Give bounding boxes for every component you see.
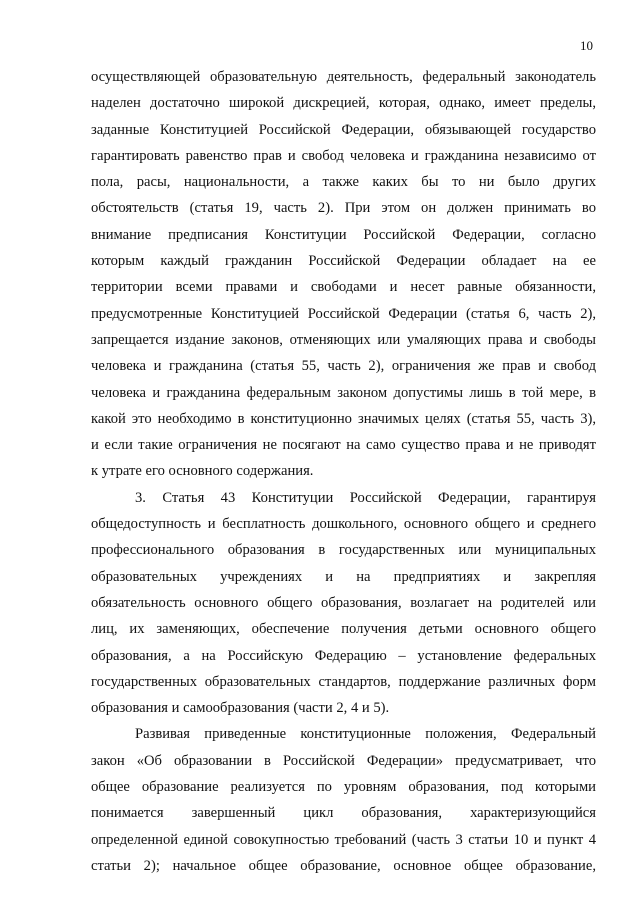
text-line: лиц, их заменяющих, обеспечение получения детьми основного общего [91,621,596,638]
text-line: общее образование реализуется по уровням образования, под которыми [91,779,596,796]
paragraph-3 [91,721,596,879]
text-line: обстоятельств (статья 19, часть 2). При этом он должен принимать во [91,200,596,217]
text-line: запрещается издание законов, отменяющих или умаляющих права и свободы [91,331,596,348]
text-line: образования, а на Российскую Федерацию – установление федеральных [91,647,596,664]
page-number: 10 [580,38,593,53]
text-line: определенной единой совокупностью требований (часть 3 статьи 10 и пункт 4 [91,831,596,848]
paragraph-1 [91,64,596,485]
text-line: государственных образовательных стандартов, поддержание различных форм [91,673,596,690]
text-line: статьи 2); начальное общее образование, основное общее образование, [91,857,596,874]
text-line: Развивая приведенные конституционные положения, Федеральный [135,726,596,743]
text-line: внимание предписания Конституции Российской Федерации, согласно [91,226,596,243]
text-line: и если такие ограничения не посягают на само существо права и не приводят [91,437,596,454]
text-line: 3. Статья 43 Конституции Российской Федерации, гарантируя [135,489,596,506]
text-line: обязательность основного общего образования, возлагает на родителей или [91,594,596,611]
text-line: какой это необходимо в конституционно значимых целях (статья 55, часть 3), [91,410,596,427]
text-line: человека и гражданина (статья 55, часть 2), ограничения же прав и свобод [91,358,596,375]
text-line: человека и гражданина федеральным законом допустимы лишь в той мере, в [91,384,596,401]
text-line: заданные Конституцией Российской Федерации, обязывающей государство [91,121,596,138]
text-line: профессионального образования в государственных или муниципальных [91,542,596,559]
text-line: образования и самообразования (части 2, 4 и 5). [91,700,390,717]
text-line: закон «Об образовании в Российской Федерации» предусматривает, что [91,752,596,769]
text-line: предусмотренные Конституцией Российской Федерации (статья 6, часть 2), [91,305,596,322]
document-body [91,64,596,879]
text-line: которым каждый гражданин Российской Федерации обладает на ее [91,253,596,270]
paragraph-2 [91,485,596,722]
text-line: наделен достаточно широкой дискрецией, которая, однако, имеет пределы, [91,95,596,112]
text-line: осуществляющей образовательную деятельность, федеральный законодатель [91,69,596,85]
text-line: пола, расы, национальности, а также каких бы то ни было других [91,174,596,191]
text-line: понимается завершенный цикл образования, характеризующийся [91,805,596,822]
text-line: общедоступность и бесплатность дошкольного, основного общего и среднего [91,516,596,533]
text-line: к утрате его основного содержания. [91,463,314,480]
text-line: гарантировать равенство прав и свобод человека и гражданина независимо от [91,147,596,164]
text-line: образовательных учреждениях и на предприятиях и закрепляя [91,568,596,585]
text-line: территории всеми правами и свободами и несет равные обязанности, [91,279,596,296]
